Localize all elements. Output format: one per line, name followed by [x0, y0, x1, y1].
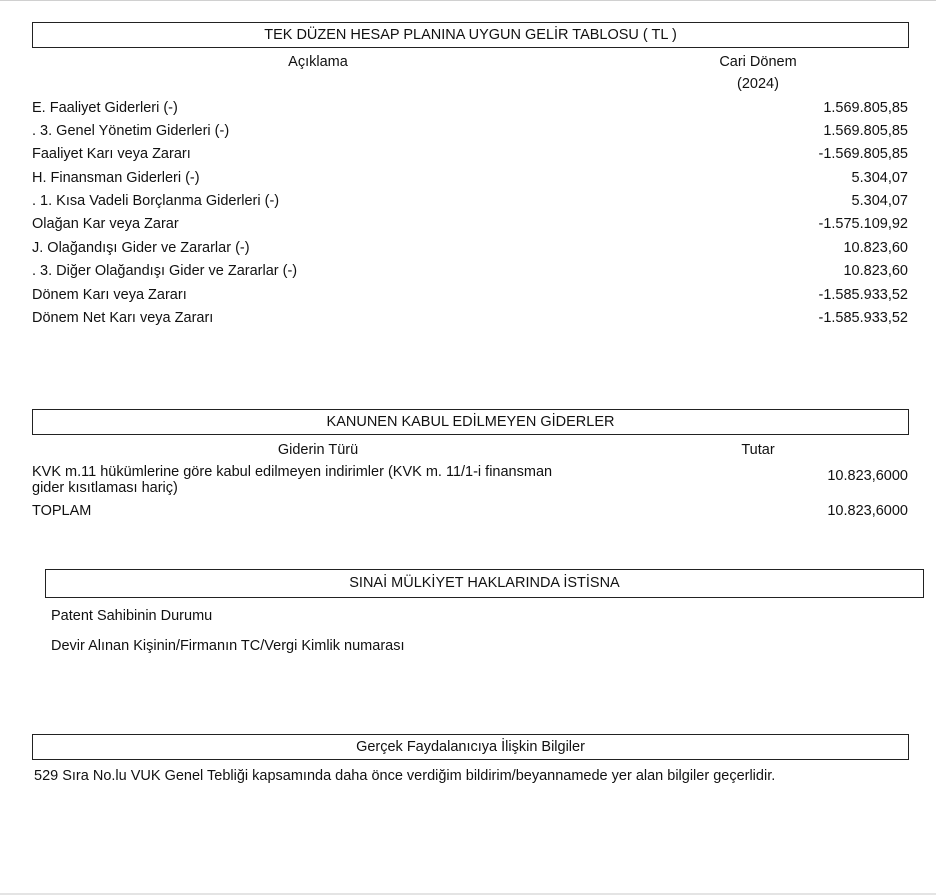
- patent-owner-label: Patent Sahibinin Durumu: [51, 608, 213, 624]
- row-value: -1.585.933,52: [818, 287, 908, 303]
- col-period-header: Cari Dönem: [719, 54, 797, 70]
- row-label: . 3. Diğer Olağandışı Gider ve Zararlar (-): [32, 263, 298, 279]
- table-row: [32, 240, 908, 260]
- table-row: [32, 146, 908, 166]
- row-value: 1.569.805,85: [823, 123, 908, 139]
- transferee-id-label: Devir Alınan Kişinin/Firmanın TC/Vergi Kimlik numarası: [51, 638, 405, 654]
- col-description-header: Açıklama: [288, 54, 348, 70]
- row-label: H. Finansman Giderleri (-): [32, 170, 200, 186]
- row-value: -1.569.805,85: [818, 146, 908, 162]
- item-label-line-2: gider kısıtlaması hariç): [32, 480, 178, 496]
- row-value: -1.585.933,52: [818, 310, 908, 326]
- beneficiary-statement: 529 Sıra No.lu VUK Genel Tebliği kapsamında daha önce verdiğim bildirim/beyannamede yer alan bilgiler geçerlidir.: [34, 768, 776, 784]
- row-label: Faaliyet Karı veya Zararı: [32, 146, 191, 162]
- table-row: [32, 263, 908, 283]
- table-row: [32, 193, 908, 213]
- table-row: [32, 123, 908, 143]
- row-label: Dönem Net Karı veya Zararı: [32, 310, 214, 326]
- row-value: 5.304,07: [851, 193, 908, 209]
- row-label: Olağan Kar veya Zarar: [32, 216, 179, 232]
- col-year-header: (2024): [737, 76, 779, 92]
- table-row: [32, 287, 908, 307]
- non-deductible-item-value: 10.823,6000: [827, 468, 908, 484]
- row-label: . 3. Genel Yönetim Giderleri (-): [32, 123, 230, 139]
- col-type-header: Giderin Türü: [277, 442, 359, 458]
- row-label: . 1. Kısa Vadeli Borçlanma Giderleri (-): [32, 193, 280, 209]
- col-amount-header: Tutar: [741, 442, 775, 458]
- table-row: [32, 100, 908, 120]
- row-label: J. Olağandışı Gider ve Zararlar (-): [32, 240, 250, 256]
- row-value: 1.569.805,85: [823, 100, 908, 116]
- non-deductible-title: KANUNEN KABUL EDİLMEYEN GİDERLER: [32, 409, 909, 435]
- table-row: [32, 170, 908, 190]
- beneficiary-title: Gerçek Faydalanıcıya İlişkin Bilgiler: [32, 734, 909, 760]
- table-row: [32, 216, 908, 236]
- row-value: 10.823,60: [843, 240, 908, 256]
- total-value: 10.823,6000: [827, 503, 908, 519]
- item-label-line-1: KVK m.11 hükümlerine göre kabul edilmeyen indirimler (KVK m. 11/1-i finansman: [32, 464, 553, 480]
- table-row: [32, 310, 908, 330]
- non-deductible-item-label: [32, 464, 632, 496]
- row-value: 10.823,60: [843, 263, 908, 279]
- row-label: Dönem Karı veya Zararı: [32, 287, 187, 303]
- industrial-property-title: SINAİ MÜLKİYET HAKLARINDA İSTİSNA: [45, 569, 924, 598]
- row-value: -1.575.109,92: [818, 216, 908, 232]
- row-value: 5.304,07: [851, 170, 908, 186]
- total-label: TOPLAM: [32, 503, 92, 519]
- income-statement-title: TEK DÜZEN HESAP PLANINA UYGUN GELİR TABLOSU ( TL ): [32, 22, 909, 48]
- row-label: E. Faaliyet Giderleri (-): [32, 100, 178, 116]
- top-border: [0, 0, 936, 1]
